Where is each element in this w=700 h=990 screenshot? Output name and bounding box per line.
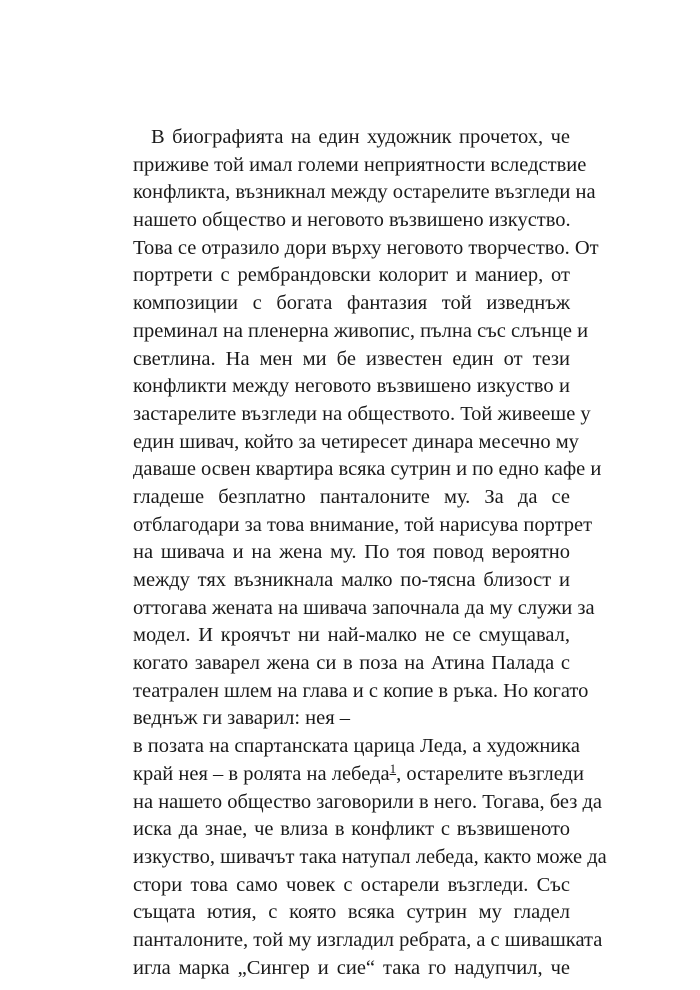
text-segment: , остарелите възгледи: [396, 762, 584, 785]
text-segment: край нея – в ролята на лебеда: [133, 762, 390, 785]
text-line: стори това само човек с остарели възгледи. Със: [133, 873, 570, 896]
text-line: светлина. На мен ми бе известен един от тези: [133, 347, 570, 370]
text-line: панталоните, той му изгладил ребрата, а с шивашката: [133, 928, 603, 951]
text-line: нашето общество и неговото възвишено изкуство.: [133, 209, 571, 232]
footnote-link[interactable]: 1: [389, 760, 397, 776]
text-line: застарелите възгледи на обществото. Той живееше у: [133, 402, 591, 425]
text-line: между тях възникнала малко по-тясна близост и: [133, 569, 570, 591]
text-line: портрети с рембрандовски колорит и маниер, от: [133, 264, 570, 287]
text-line: веднъж ги заварил: нея –: [133, 707, 351, 730]
text-line: Това се отразило дори върху неговото творчество. От: [133, 236, 599, 259]
text-line: В биографията на един художник прочетох, че: [151, 126, 570, 148]
text-line: изкуство, шивачът така натупал лебеда, както може да: [133, 845, 607, 868]
text-line: конфликти между неговото възвишено изкуство и: [133, 375, 570, 398]
text-line: композиции с богата фантазия той изведнъж: [133, 292, 570, 315]
text-line: отблагодари за това внимание, той нарисува портрет: [133, 513, 593, 536]
text-line: театрален шлем на глава и с копие в ръка. Но когато: [133, 679, 589, 702]
text-line: същата ютия, с която всяка сутрин му гладел: [133, 901, 570, 924]
text-line: на нашето общество заговорили в него. Тогава, без да: [133, 790, 602, 813]
text-line: гладеше безплатно панталоните му. За да се: [133, 485, 570, 508]
text-line: даваше освен квартира всяка сутрин и по едно кафе и: [133, 458, 602, 481]
text-line: преминал на пленерна живопис, пълна със слънце и: [133, 319, 589, 342]
text-line: конфликта, възникнал между остарелите възгледи на: [133, 181, 596, 204]
text-line: оттогава жената на шивача започнала да му служи за: [133, 596, 595, 619]
body-text: [133, 124, 607, 982]
text-line: един шивач, който за четиресет динара месечно му: [133, 430, 579, 453]
text-line: игла марка „Сингер и сие“ така го надупчил, че: [133, 956, 570, 979]
text-line: модел. И кроячът ни най-малко не се смущавал,: [133, 624, 570, 647]
text-line: в позата на спартанската царица Леда, а художника: [133, 735, 581, 758]
text-line: приживе той имал големи неприятности вследствие: [133, 153, 587, 176]
text-line: иска да знае, че влиза в конфликт с възвишеното: [133, 818, 570, 841]
text-line-with-footnote: [133, 760, 584, 789]
text-line: на шивача и на жена му. По тоя повод вероятно: [133, 541, 570, 564]
text-line: когато заварел жена си в поза на Атина Палада с: [133, 652, 570, 675]
